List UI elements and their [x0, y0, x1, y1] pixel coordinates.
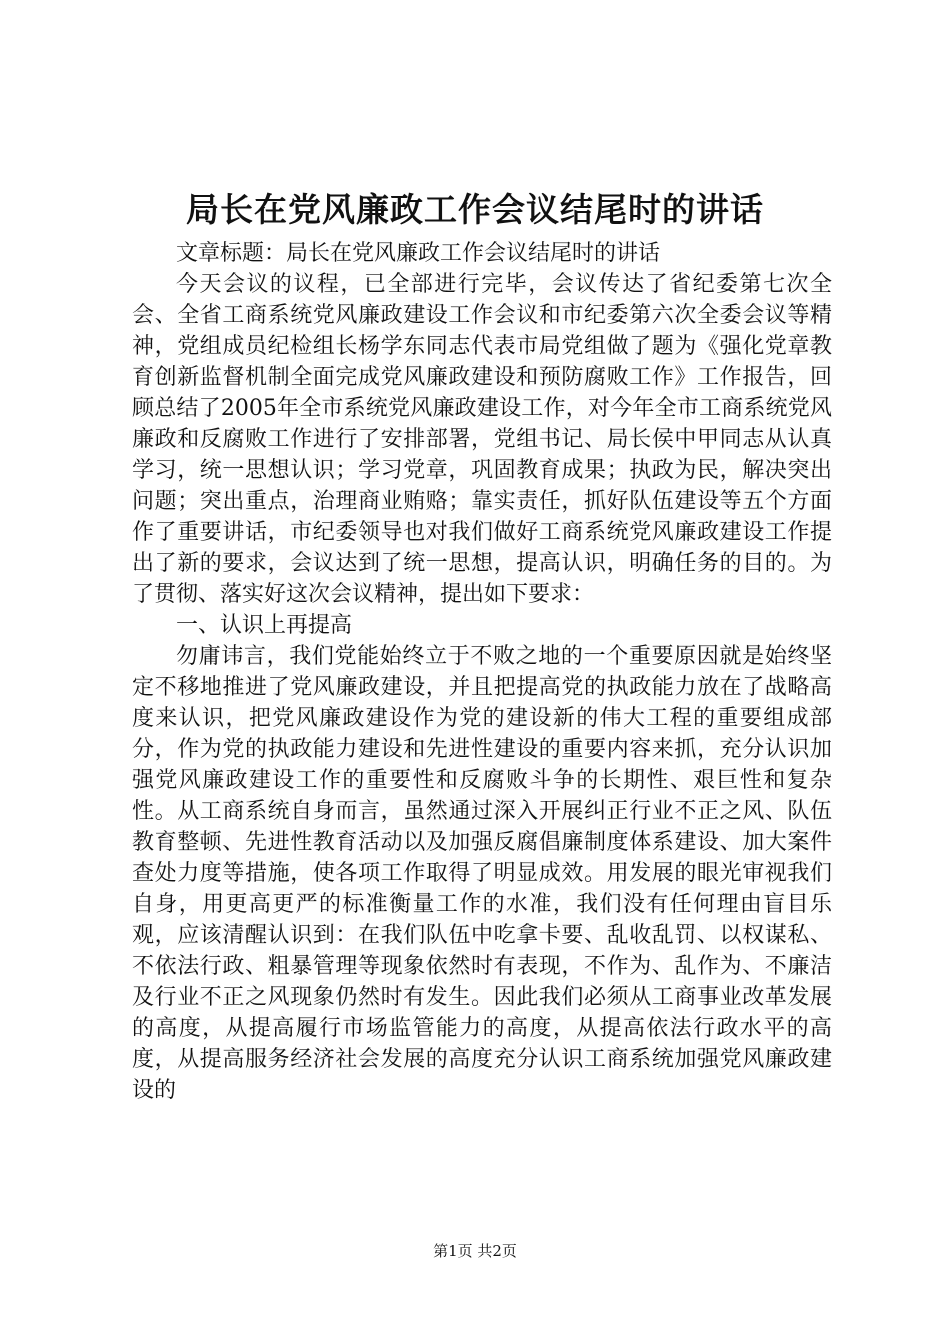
paragraph-section-one: 勿庸讳言，我们党能始终立于不败之地的一个重要原因就是始终坚定不移地推进了党风廉政建设，并且把提高党的执政能力放在了战略高度来认识，把党风廉政建设作为党的建设新的伟大工程的重要组成部分，作为党的执政能力建设和先进性建设的重要内容来抓，充分认识加强党风廉政建设工作的重要性和反腐败斗争的长期性、艰巨性和复杂性。从工商系统自身而言，虽然通过深入开展纠正行业不正之风、队伍教育整顿、先进性教育活动以及加强反腐倡廉制度体系建设、加大案件查处力度等措施，使各项工作取得了明显成效。用发展的眼光审视我们自身，用更高更严的标准衡量工作的水准，我们没有任何理由盲目乐观，应该清醒认识到：在我们队伍中吃拿卡要、乱收乱罚、以权谋私、不依法行政、粗暴管理等现象依然时有表现，不作为、乱作为、不廉洁及行业不正之风现象仍然时有发生。因此我们必须从工商事业改革发展的高度，从提高履行市场监管能力的高度，从提高依法行政水平的高度，从提高服务经济社会发展的高度充分认识工商系统加强党风廉政建设的 [132, 644, 832, 1103]
document-title: 局长在党风廉政工作会议结尾时的讲话 [186, 190, 764, 229]
article-title-line: 文章标题：局长在党风廉政工作会议结尾时的讲话 [176, 241, 661, 266]
page-footer [0, 1240, 950, 1262]
page-indicator: 第1页 共2页 [433, 1242, 517, 1260]
paragraph-intro: 今天会议的议程，已全部进行完毕，会议传达了省纪委第七次全会、全省工商系统党风廉政建设工作会议和市纪委第六次全委会议等精神，党组成员纪检组长杨学东同志代表市局党组做了题为《强化党章教育创新监督机制全面完成党风廉政建设和预防腐败工作》工作报告，回顾总结了2005年全市系统党风廉政建设工作，对今年全市工商系统党风廉政和反腐败工作进行了安排部署，党组书记、局长侯中甲同志从认真学习，统一思想认识；学习党章，巩固教育成果；执政为民，解决突出问题；突出重点，治理商业贿赂；靠实责任，抓好队伍建设等五个方面作了重要讲话，市纪委领导也对我们做好工商系统党风廉政建设工作提出了新的要求，会议达到了统一思想，提高认识，明确任务的目的。为了贯彻、落实好这次会议精神，提出如下要求： [132, 272, 832, 607]
document-body [132, 238, 832, 1106]
section-heading: 一、认识上再提高 [176, 613, 353, 638]
